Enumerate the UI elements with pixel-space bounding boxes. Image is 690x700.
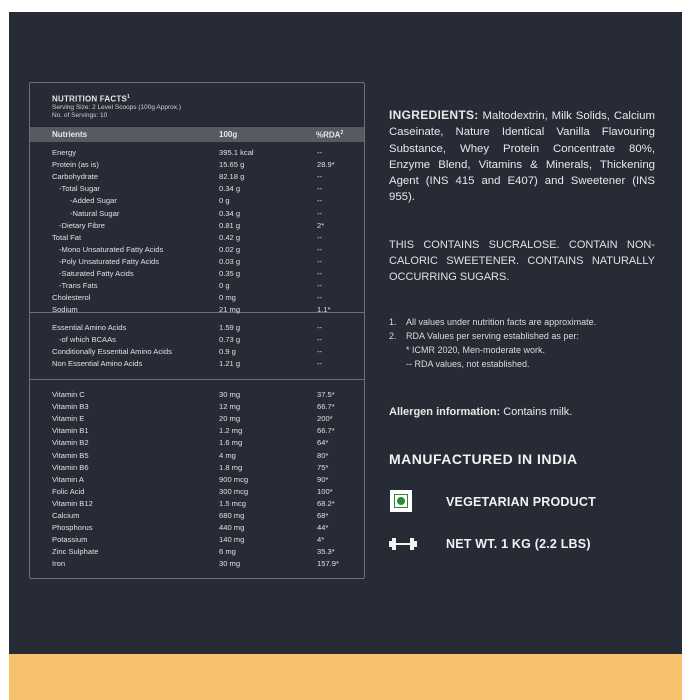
nutrient-amount: 30 mg (219, 390, 241, 399)
nutrient-name: Energy (52, 148, 77, 157)
nutrient-rda: -- (317, 208, 323, 218)
allergen-label: Allergen information: (389, 406, 501, 418)
nutrient-name: Zinc Sulphate (52, 547, 99, 557)
nutrient-name: Conditionally Essential Amino Acids (52, 347, 172, 357)
nutrient-amount: 0.02 g (219, 244, 241, 254)
table-row (30, 233, 364, 245)
nutrient-name: Vitamin C (52, 390, 85, 399)
nutrient-amount: 1.59 g (219, 323, 241, 332)
nutrient-rda: -- (317, 256, 323, 266)
nutrient-amount: 4 mg (219, 450, 236, 460)
table-row (30, 148, 364, 160)
nutrient-name: Essential Amino Acids (52, 323, 127, 332)
nutrient-amount: 300 mcg (219, 486, 249, 496)
nutrient-amount: 0 g (219, 196, 230, 206)
nutrient-amount: 0 g (219, 281, 230, 291)
nutrient-name: Non Essential Amino Acids (52, 359, 143, 369)
table-row (30, 475, 364, 487)
nutrition-title: NUTRITION FACTS$^1$ (52, 94, 130, 104)
table-row (30, 269, 364, 281)
nutrient-rda: -- (317, 148, 323, 157)
nutrient-name: -Mono Unsaturated Fatty Acids (59, 244, 164, 254)
table-row (30, 402, 364, 414)
table-row (30, 281, 364, 293)
table-row (30, 245, 364, 257)
nutrient-rda: -- (317, 269, 323, 278)
nutrient-amount: 900 mcg (219, 474, 249, 484)
nutrient-rda: -- (317, 323, 323, 332)
nutrient-name: Vitamin B1 (52, 426, 89, 436)
table-row (30, 511, 364, 523)
nutrient-name: Carbohydrate (52, 172, 99, 182)
nutrient-amount: 0.35 g (219, 269, 241, 278)
header-amount: 100g (219, 130, 238, 139)
table-row (30, 390, 364, 402)
nutrient-rda: 157.9* (317, 559, 339, 569)
nutrient-rda: 1.1* (317, 305, 331, 315)
sweetener-statement: THIS CONTAINS SUCRALOSE. CONTAIN NON-CALORIC SWEETENER. CONTAINS NATURALLY OCCURRING SUGARS. (389, 239, 655, 283)
serving-size: Serving Size: 2 Level Scoops (100g Approx.) (52, 104, 181, 111)
nutrition-facts-table (29, 82, 365, 579)
table-row (30, 293, 364, 305)
nutrient-rda: 75* (317, 462, 329, 472)
note-2b: -- RDA values, not established. (406, 359, 530, 369)
table-row (30, 160, 364, 172)
nutrient-amount: 1.8 mg (219, 462, 243, 472)
nutrient-amount: 140 mg (219, 535, 245, 545)
nutrient-name: -Total Sugar (59, 184, 100, 194)
nutrient-rda: -- (317, 347, 323, 357)
table-row (30, 209, 364, 221)
nutrient-amount: 1.6 mg (219, 438, 243, 448)
nutrient-rda: 68.2* (317, 498, 335, 508)
nutrient-rda: 44* (317, 523, 329, 533)
table-row (30, 257, 364, 269)
nutrient-amount: 21 mg (219, 305, 241, 315)
table-row (30, 487, 364, 499)
nutrient-rda: -- (317, 244, 323, 254)
nutrient-rda: 66.7* (317, 426, 335, 436)
nutrient-name: Phosphorus (52, 523, 93, 533)
nutrient-name: Vitamin E (52, 414, 85, 424)
table-row (30, 559, 364, 571)
nutrient-name: Protein (as is) (52, 160, 99, 170)
nutrient-rda: 80* (317, 450, 329, 460)
servings-count: No. of Servings: 10 (52, 112, 108, 119)
nutrient-rda: 68* (317, 511, 329, 520)
nutrient-name: Vitamin B12 (52, 498, 93, 508)
table-row (30, 305, 364, 317)
nutrient-name: -Poly Unsaturated Fatty Acids (59, 256, 160, 266)
footnotes (389, 315, 655, 371)
nutrient-amount: 0.73 g (219, 335, 241, 345)
nutrient-amount: 82.18 g (219, 172, 245, 182)
header-rda: %RDA$^2$ (316, 130, 344, 140)
nutrient-name: Total Fat (52, 232, 82, 242)
ingredients-block (389, 107, 655, 206)
nutrient-name: -Dietary Fibre (59, 220, 105, 230)
nutrient-rda: -- (317, 172, 323, 182)
table-row (30, 335, 364, 347)
section-divider (30, 379, 364, 380)
nutrient-rda: 4* (317, 535, 325, 545)
nutrient-amount: 680 mg (219, 511, 245, 520)
allergen-info (389, 406, 655, 418)
ingredients-text: Maltodextrin, Milk Solids, Calcium Caseinate, Nature Identical Vanilla Flavouring Substance, Whey Protein Concentrate 80%, Enzyme Blend, Vitamins & Minerals, Thickening Agent (INS 415 and E407) and Sweetener (INS 955). (389, 110, 655, 204)
nutrient-rda: -- (317, 232, 323, 242)
nutrient-name: Vitamin B3 (52, 402, 89, 412)
nutrient-name: Vitamin A (52, 474, 84, 484)
nutrient-name: -of which BCAAs (59, 335, 116, 345)
nutrient-amount: 1.21 g (219, 359, 241, 369)
nutrient-name: Calcium (52, 511, 80, 520)
table-row (30, 523, 364, 535)
nutrient-rda: 37.5* (317, 390, 335, 399)
note-2: RDA Values per serving established as per: (406, 331, 579, 341)
nutrient-name: Vitamin B6 (52, 462, 89, 472)
table-row (30, 535, 364, 547)
nutrient-name: Cholesterol (52, 293, 91, 303)
nutrient-rda: 100* (317, 486, 333, 496)
nutrient-amount: 1.5 mcg (219, 498, 247, 508)
nutrient-amount: 0.42 g (219, 232, 241, 242)
note-1-number: 1. (389, 317, 397, 327)
nutrient-rda: -- (317, 293, 323, 303)
nutrient-name: Vitamin B5 (52, 450, 89, 460)
nutrient-rda: 28.9* (317, 160, 335, 170)
nutrient-amount: 440 mg (219, 523, 245, 533)
nutrient-amount: 15.65 g (219, 160, 245, 170)
nutrient-name: -Natural Sugar (70, 208, 120, 218)
table-row (30, 221, 364, 233)
veg-mark-icon (390, 490, 412, 512)
nutrient-name: -Added Sugar (70, 196, 117, 206)
table-row (30, 172, 364, 184)
table-row (30, 499, 364, 511)
table-row (30, 323, 364, 335)
nutrient-name: -Saturated Fatty Acids (59, 269, 134, 278)
ingredients-label: INGREDIENTS: (389, 108, 479, 122)
net-weight: NET WT. 1 KG (2.2 LBS) (446, 537, 591, 551)
nutrient-amount: 1.2 mg (219, 426, 243, 436)
table-row (30, 347, 364, 359)
nutrient-rda: 2* (317, 220, 325, 230)
nutrient-amount: 30 mg (219, 559, 241, 569)
table-row (30, 359, 364, 371)
nutrient-amount: 395.1 kcal (219, 148, 254, 157)
nutrient-rda: -- (317, 196, 323, 206)
table-row (30, 414, 364, 426)
vegetarian-label: VEGETARIAN PRODUCT (446, 495, 596, 509)
nutrient-name: Folic Acid (52, 486, 85, 496)
nutrient-amount: 0.03 g (219, 256, 241, 266)
nutrient-amount: 0.9 g (219, 347, 236, 357)
manufactured-in: MANUFACTURED IN INDIA (389, 451, 578, 467)
table-row (30, 547, 364, 559)
nutrient-name: Vitamin B2 (52, 438, 89, 448)
note-2-number: 2. (389, 331, 397, 341)
footer-band (9, 654, 682, 700)
nutrient-rda: 35.3* (317, 547, 335, 557)
nutrient-rda: -- (317, 281, 323, 291)
table-row (30, 463, 364, 475)
nutrient-amount: 20 mg (219, 414, 241, 424)
note-2a: * ICMR 2020, Men-moderate work. (406, 345, 546, 355)
nutrient-name: Iron (52, 559, 66, 569)
table-row (30, 426, 364, 438)
nutrient-rda: 64* (317, 438, 329, 448)
nutrient-amount: 0 mg (219, 293, 236, 303)
dumbbell-icon (389, 537, 417, 551)
nutrient-name: Potassium (52, 535, 88, 545)
nutrient-rda: 66.7* (317, 402, 335, 412)
nutrient-amount: 6 mg (219, 547, 236, 557)
table-row (30, 196, 364, 208)
allergen-text: Contains milk. (500, 406, 573, 418)
nutrient-rda: 90* (317, 474, 329, 484)
nutrient-rda: 200* (317, 414, 333, 424)
table-row (30, 184, 364, 196)
nutrient-amount: 12 mg (219, 402, 241, 412)
nutrient-amount: 0.34 g (219, 208, 241, 218)
nutrient-rda: -- (317, 359, 323, 369)
nutrient-name: Sodium (52, 305, 78, 315)
header-nutrients: Nutrients (52, 130, 88, 139)
nutrient-name: -Trans Fats (59, 281, 98, 291)
nutrient-amount: 0.34 g (219, 184, 241, 194)
table-row (30, 438, 364, 450)
note-1: All values under nutrition facts are approximate. (406, 317, 597, 327)
table-header (30, 127, 364, 142)
nutrient-rda: -- (317, 335, 323, 345)
table-row (30, 451, 364, 463)
nutrient-rda: -- (317, 184, 323, 194)
nutrient-amount: 0.81 g (219, 220, 241, 230)
